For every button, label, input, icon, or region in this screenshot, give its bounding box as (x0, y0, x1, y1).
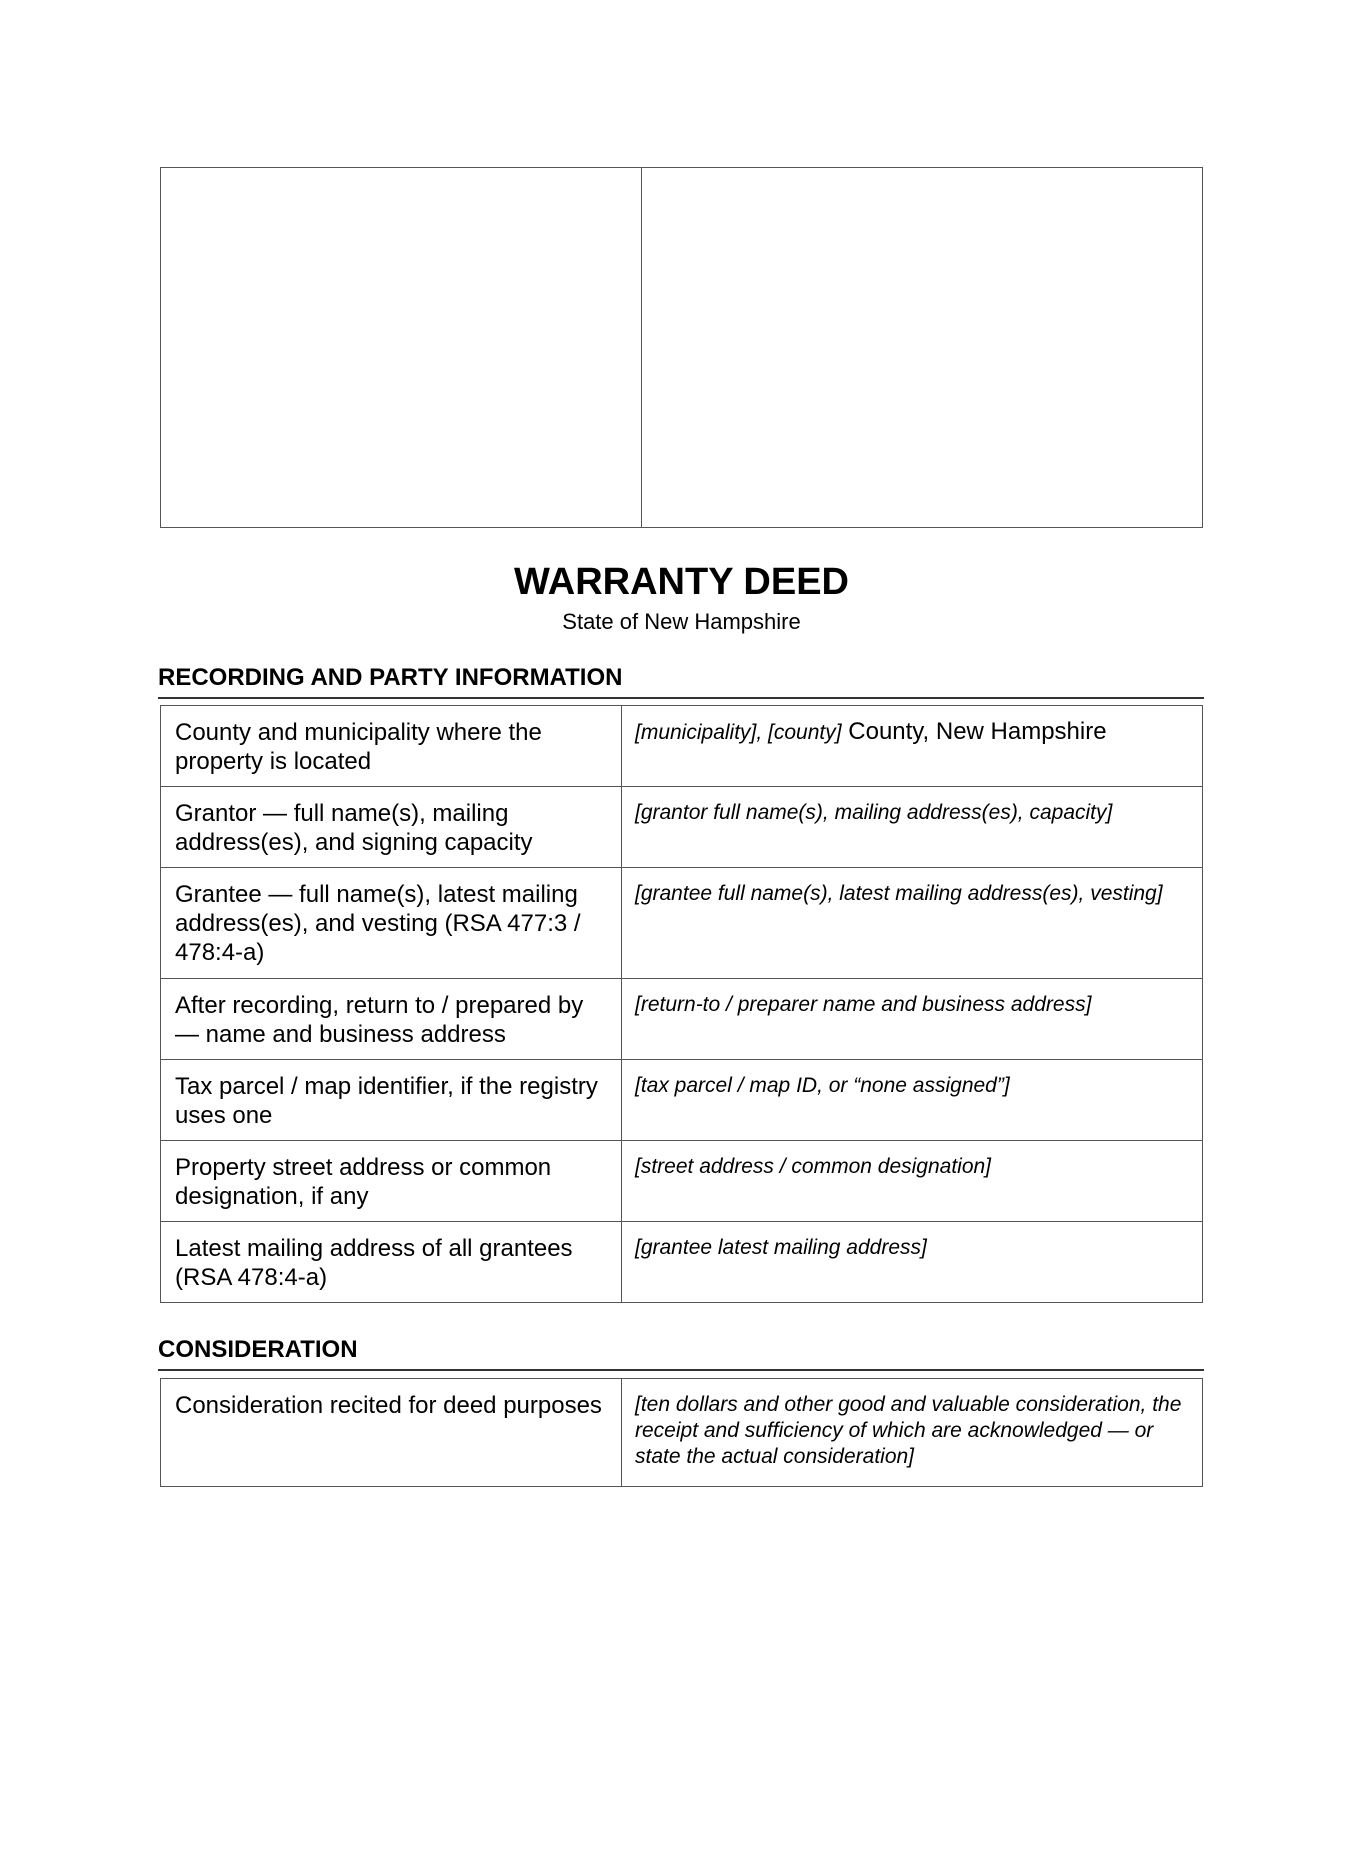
row-value: [grantor full name(s), mailing address(es), capacity] (622, 787, 1203, 868)
row-value: [return-to / preparer name and business address] (622, 979, 1203, 1060)
table-row (161, 1379, 1203, 1487)
table-row (161, 706, 1203, 787)
value-placeholder: [municipality], [county] (635, 721, 842, 744)
row-value: [grantee full name(s), latest mailing address(es), vesting] (622, 868, 1203, 979)
row-value: [tax parcel / map ID, or “none assigned”] (622, 1060, 1203, 1141)
row-value (622, 706, 1203, 787)
row-label: Latest mailing address of all grantees (RSA 478:4-a) (161, 1222, 622, 1303)
row-label: Property street address or common designation, if any (161, 1141, 622, 1222)
recording-area-box (160, 167, 1203, 528)
table-row (161, 787, 1203, 868)
recording-area-right (642, 168, 1202, 527)
table-row (161, 979, 1203, 1060)
row-value: [ten dollars and other good and valuable consideration, the receipt and sufficiency of which are acknowledged — or state the actual consideration] (622, 1379, 1203, 1487)
table-row (161, 1141, 1203, 1222)
table-row (161, 1060, 1203, 1141)
recording-party-table (160, 705, 1203, 1303)
row-label: County and municipality where the property is located (161, 706, 622, 787)
section-heading-recording-party: RECORDING AND PARTY INFORMATION (158, 663, 1204, 699)
value-text: County, New Hampshire (841, 718, 1107, 745)
table-row (161, 868, 1203, 979)
recording-area-left (161, 168, 642, 527)
row-label: After recording, return to / prepared by — name and business address (161, 979, 622, 1060)
row-label: Tax parcel / map identifier, if the registry uses one (161, 1060, 622, 1141)
row-value: [street address / common designation] (622, 1141, 1203, 1222)
row-value: [grantee latest mailing address] (622, 1222, 1203, 1303)
consideration-table (160, 1378, 1203, 1487)
title-block (160, 560, 1203, 636)
document-subtitle: State of New Hampshire (562, 609, 801, 634)
row-label: Grantor — full name(s), mailing address(es), and signing capacity (161, 787, 622, 868)
table-row (161, 1222, 1203, 1303)
section-heading-consideration: CONSIDERATION (158, 1335, 1204, 1371)
row-label: Grantee — full name(s), latest mailing address(es), and vesting (RSA 477:3 / 478:4-a) (161, 868, 622, 979)
row-label: Consideration recited for deed purposes (161, 1379, 622, 1487)
document-title: WARRANTY DEED (514, 561, 849, 603)
